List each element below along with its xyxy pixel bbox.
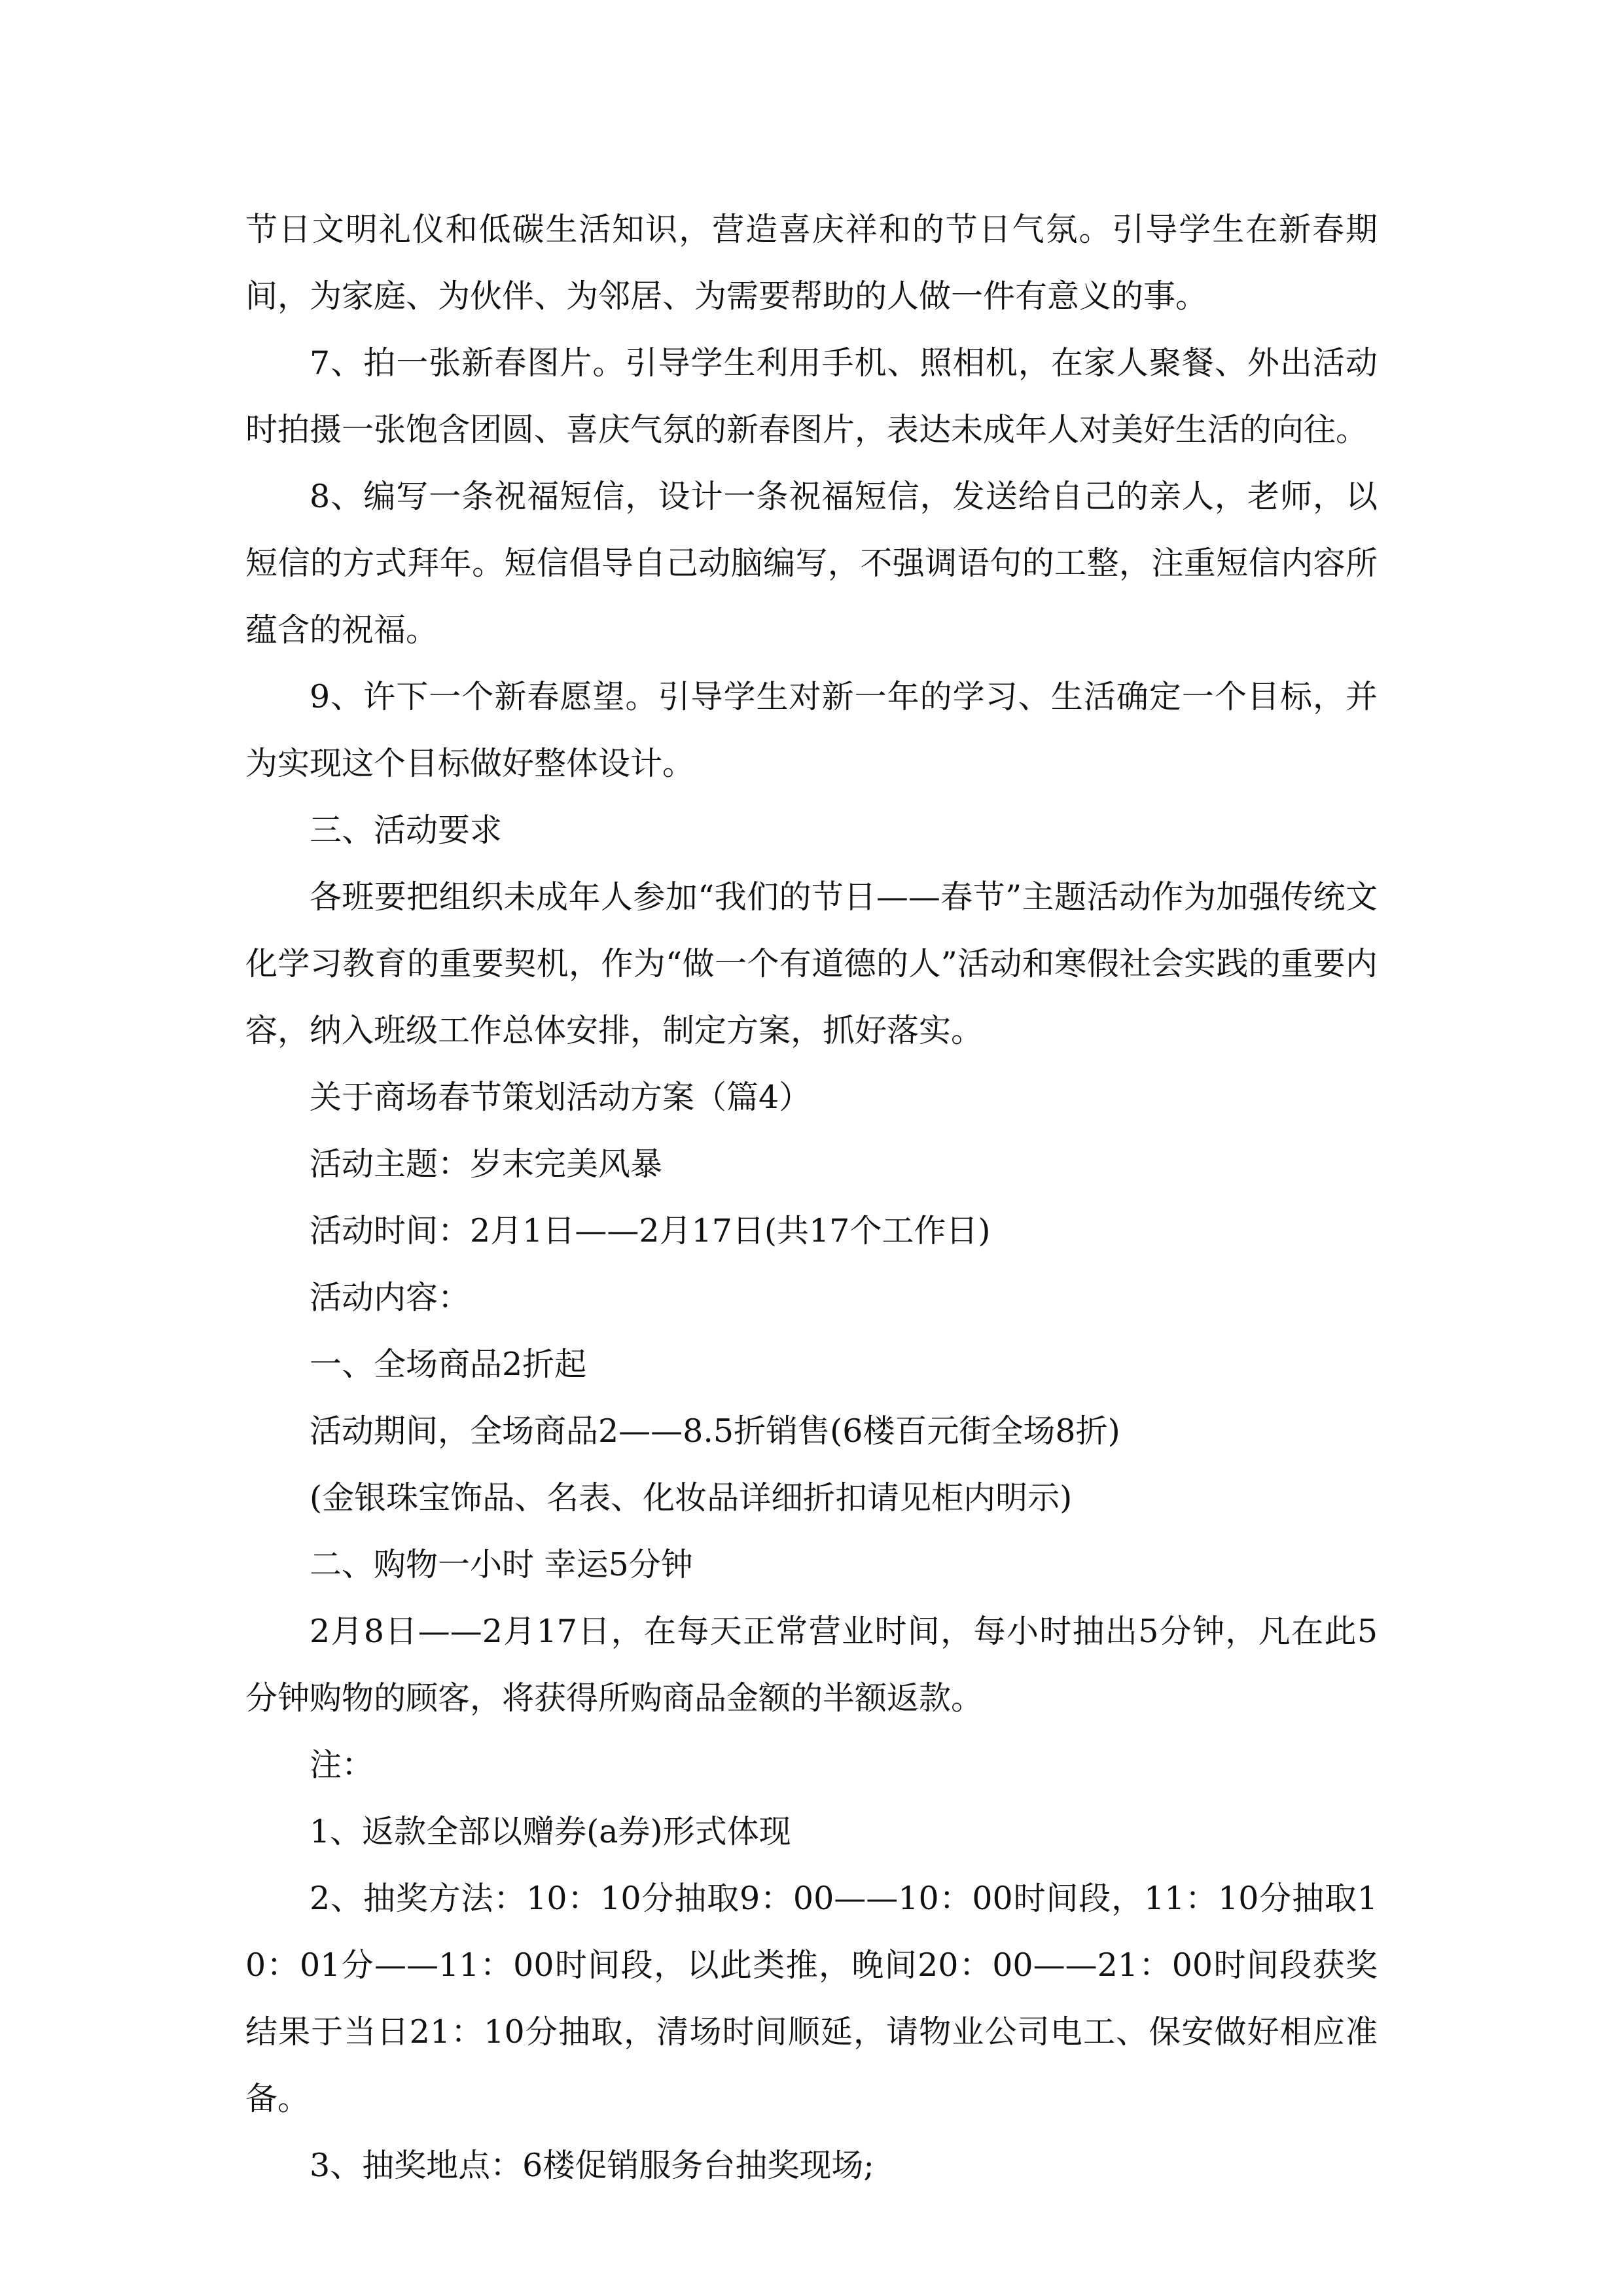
- paragraph-1: 7、拍一张新春图片。引导学生利用手机、照相机，在家人聚餐、外出活动时拍摄一张饱含团圆、喜庆气氛的新春图片，表达未成年人对美好生活的向往。: [245, 344, 1378, 448]
- paragraph-11: 活动期间，全场商品2——8.5折销售(6楼百元街全场8折): [310, 1412, 1120, 1450]
- section-heading-requirements: 三、活动要求: [310, 812, 503, 849]
- paragraph-12: (金银珠宝饰品、名表、化妆品详细折扣请见柜内明示): [310, 1479, 1073, 1516]
- paragraph-14: 2月8日——2月17日，在每天正常营业时间，每小时抽出5分钟，凡在此5分钟购物的顾客，将获得所购商品金额的半额返款。: [245, 1613, 1378, 1717]
- section-heading-lucky: 二、购物一小时 幸运5分钟: [310, 1546, 693, 1583]
- article-title: 关于商场春节策划活动方案（篇4）: [310, 1079, 812, 1116]
- activity-content-label: 活动内容：: [310, 1279, 471, 1316]
- note-item-3: 3、抽奖地点：6楼促销服务台抽奖现场;: [310, 2147, 874, 2184]
- paragraph-3: 9、许下一个新春愿望。引导学生对新一年的学习、生活确定一个目标，并为实现这个目标做好整体设计。: [245, 678, 1378, 782]
- section-heading-discount: 一、全场商品2折起: [310, 1346, 587, 1383]
- paragraph-2: 8、编写一条祝福短信，设计一条祝福短信，发送给自己的亲人，老师，以短信的方式拜年。短信倡导自己动脑编写，不强调语句的工整，注重短信内容所蕴含的祝福。: [245, 478, 1378, 649]
- note-item-1: 1、返款全部以赠券(a券)形式体现: [310, 1813, 791, 1850]
- document-body: [245, 196, 1378, 2199]
- activity-time: 活动时间：2月1日——2月17日(共17个工作日): [310, 1212, 991, 1249]
- paragraph-5: 各班要把组织未成年人参加“我们的节日——春节”主题活动作为加强传统文化学习教育的重要契机，作为“做一个有道德的人”活动和寒假社会实践的重要内容，纳入班级工作总体安排，制定方案，抓好落实。: [245, 878, 1378, 1049]
- paragraph-0: 节日文明礼仪和低碳生活知识，营造喜庆祥和的节日气氛。引导学生在新春期间，为家庭、为伙伴、为邻居、为需要帮助的人做一件有意义的事。: [245, 211, 1378, 315]
- note-label: 注：: [310, 1746, 374, 1784]
- note-item-2: 2、抽奖方法：10：10分抽取9：00——10：00时间段，11：10分抽取10：01分——11：00时间段，以此类推，晚间20：00——21：00时间段获奖结果于当日21：10分抽取，清场时间顺延，请物业公司电工、保安做好相应准备。: [245, 1880, 1378, 2117]
- activity-theme: 活动主题：岁末完美风暴: [310, 1145, 663, 1183]
